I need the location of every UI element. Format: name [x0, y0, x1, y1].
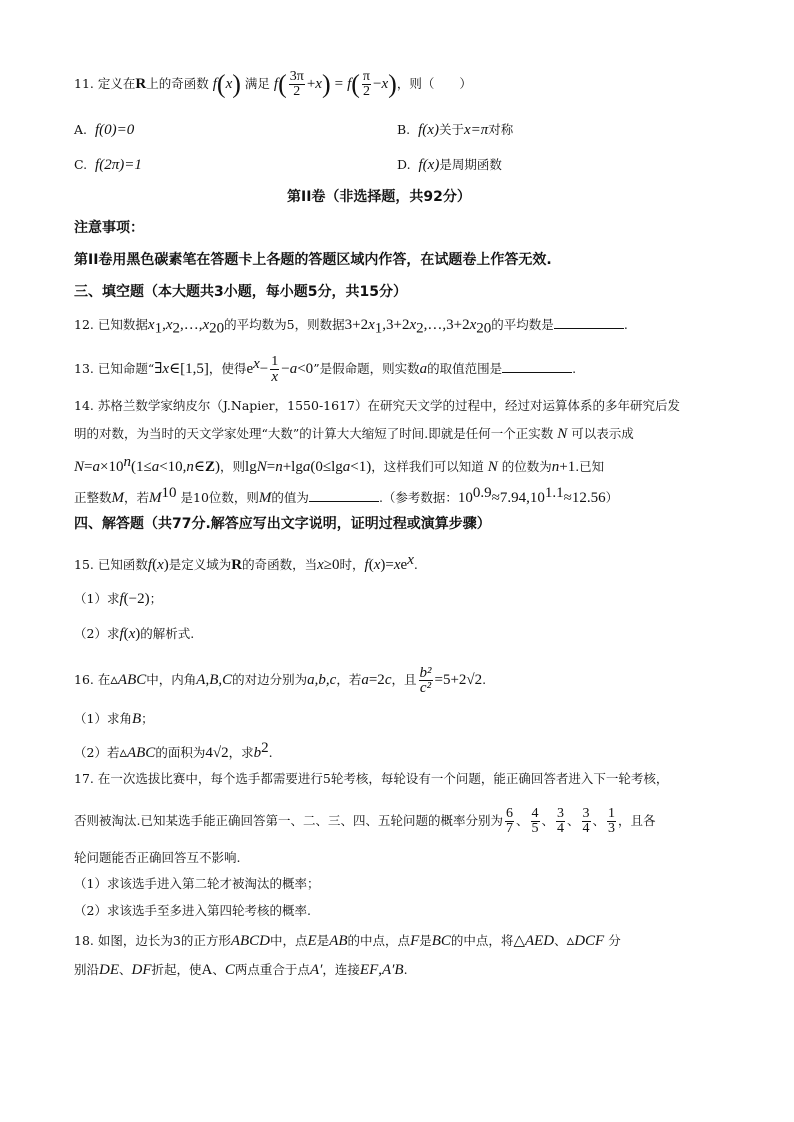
separator: 、 [567, 813, 580, 828]
frac-1-over-x: $\frac{1}{x}$ [271, 354, 279, 386]
q11-stem: 11. 定义在R上的奇函数 f(x) 满足 f( $\frac{3\pi}{2}$ +x) = f( $\frac{\pi}{2}$ −x)，则（ ） [74, 69, 472, 99]
frac-b2-over-c2: $\frac{\text{b²}}{\text{c²}}$ [419, 665, 432, 696]
probability-fraction: $\frac{3}{4}$ [557, 806, 565, 836]
q14-line2: 明的对数，为当时的天文学家处理“大数”的计算大大缩短了时间.即就是任何一个正实数 N 可以表示成 [74, 426, 634, 442]
q11-option-b: B. f(x)关于x=π对称 [397, 122, 514, 138]
separator: 、 [592, 813, 606, 828]
q14-line4: 正整数M，若$M^{10}$ 是10位数，则M的值为 .（参考数据：$10^{0.9}\approx 7.94,10^{1.1}\approx 12.56$） [74, 485, 619, 507]
separator: 、 [541, 813, 555, 828]
separator: 、 [515, 813, 529, 828]
part2-title: 第II卷（非选择题，共92分） [287, 189, 471, 205]
q18-line2: 别沿DE、DF折起，使A、C两点重合于点A′，连接EF,A′B. [74, 962, 408, 978]
probability-fraction: $\frac{3}{4}$ [582, 806, 590, 836]
answer-blank [309, 487, 379, 502]
q16-sub1: （1）求角B； [74, 711, 154, 727]
notice-text: 第II卷用黑色碳素笔在答题卡上各题的答题区域内作答，在试题卷上作答无效. [74, 252, 552, 268]
q18-line1: 18. 如图，边长为3的正方形ABCD中，点E是AB的中点，点F是BC的中点，将△AED、▵DCF 分 [74, 933, 621, 949]
q11-number: 11. [74, 76, 94, 91]
answer-blank [554, 314, 624, 329]
q17-line1: 17. 在一次选拔比赛中，每个选手都需要进行5轮考核，每轮设有一个问题，能正确回答者进入下一轮考核， [74, 771, 669, 786]
section4-title: 四、解答题（共77分.解答应写出文字说明，证明过程或演算步骤） [74, 516, 491, 532]
probability-fraction: $\frac{6}{7}$ [505, 806, 513, 836]
q11-option-c: C. f(2π)=1 [74, 157, 142, 173]
answer-blank [502, 358, 572, 373]
q15-sub1: （1）求f(−2)； [74, 591, 163, 607]
q14-line3: $N=a\times 10^n(1\le a<10,n\in Z)$，则lgN=n+lga(0≤lga<1)，这样我们可以知道 N 的位数为n+1.已知 [74, 454, 605, 476]
probability-list [503, 806, 618, 836]
q13: 13. 已知命题“∃x∈[1,5]，使得$e^x-$ $\frac{1}{x}$ −a<0”是假命题，则实数a的取值范围是 . [74, 354, 577, 386]
q17-sub2: （2）求该选手至多进入第四轮考核的概率. [74, 903, 311, 918]
q16-sub2: （2）若▵ABC的面积为4√2，求$b^2$. [74, 740, 273, 762]
q11-option-a: A. f(0)=0 [74, 122, 135, 138]
q15-sub2: （2）求f(x)的解析式. [74, 626, 195, 642]
notice-title: 注意事项： [74, 220, 144, 236]
q17-sub1: （1）求该选手进入第二轮才被淘汰的概率； [74, 876, 320, 891]
q16: 16. 在▵ABC中，内角A,B,C的对边分别为a,b,c，若a=2c，且 $\frac{\text{b²}}{\text{c²}}$ =5+2√2. [74, 665, 487, 696]
frac-3pi-over-2: $\frac{3\pi}{2}$ [289, 69, 304, 99]
q17-line3: 轮问题能否正确回答互不影响. [74, 850, 241, 865]
q12: 12. 已知数据$x_1,x_2,\dots,x_{20}$的平均数为5，则数据$3+2x_1,3+2x_2,\dots,3+2x_{20}$的平均数是 . [74, 314, 628, 339]
q14-line1: 14. 苏格兰数学家纳皮尔（J.Napier，1550-1617）在研究天文学的过程中，经过对运算体系的多年研究后发 [74, 398, 680, 413]
frac-pi-over-2: $\frac{\pi}{2}$ [362, 69, 370, 99]
probability-fraction: $\frac{1}{3}$ [608, 806, 616, 836]
q17-line2: 否则被淘汰.已知某选手能正确回答第一、二、三、四、五轮问题的概率分别为 $\frac{6}{7}$ 、 $\frac{4}{5}$ 、 $\frac{3}{4}$ 、 $\frac{3}{4}$ 、 $\frac{1}{3}$ ，且各 [74, 806, 656, 836]
q15: 15. 已知函数f(x)是定义域为R的奇函数，当x≥0时，$f(x)=xe^x$. [74, 552, 418, 574]
probability-fraction: $\frac{4}{5}$ [531, 806, 539, 836]
q11-option-d: D. f(x)是周期函数 [397, 157, 502, 173]
section3-title: 三、填空题（本大题共3小题，每小题5分，共15分） [74, 284, 407, 300]
